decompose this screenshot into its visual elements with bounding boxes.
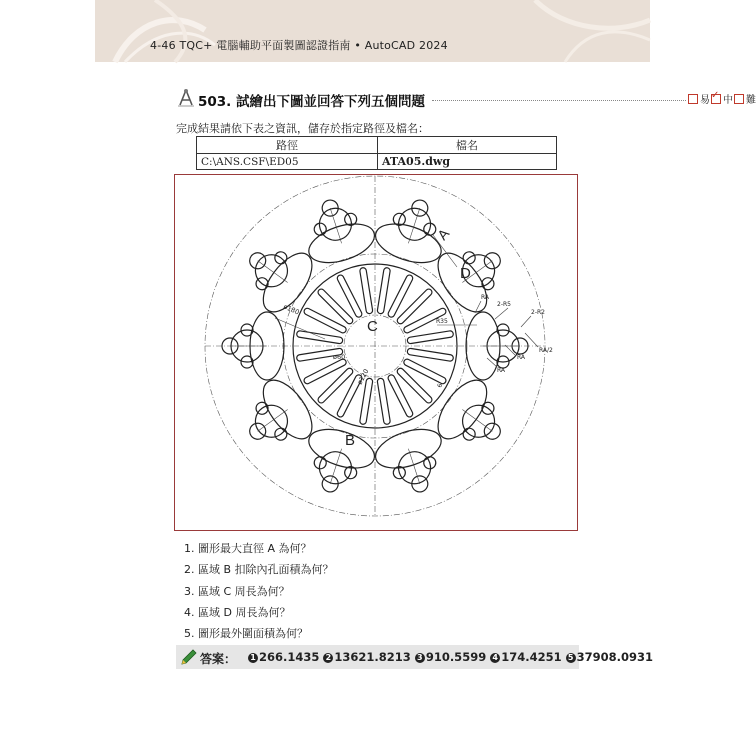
leader-ra-bottom [487, 358, 497, 367]
dim-d120: ø120 [355, 367, 371, 386]
dim-ra-bottom: RA [497, 367, 506, 374]
answer-5-marker: 5 [566, 653, 576, 663]
dim-2r5: 2-R5 [497, 301, 511, 308]
lobe-axis [258, 409, 288, 431]
instruction-text: 完成結果請依下表之資訊，儲存於指定路徑及檔名： [176, 122, 429, 135]
dim-d60: ø60 [333, 353, 346, 361]
question-3: 3. 區域 C 周長為何？ [184, 584, 290, 598]
difficulty-medium-checkbox [711, 94, 721, 104]
question-list [184, 538, 334, 644]
label-c: C [367, 318, 378, 335]
radial-slot [297, 331, 343, 344]
radial-slot [407, 331, 453, 344]
leader-2r2 [521, 316, 531, 327]
answer-pen-icon [179, 647, 199, 667]
path-header: 路徑 [197, 137, 378, 154]
cad-drawing-frame [174, 174, 578, 531]
answer-2-marker: 2 [323, 653, 333, 663]
dim-ra-half: RA/2 [539, 347, 553, 354]
radial-slot [377, 268, 390, 314]
radial-slot [304, 308, 346, 333]
dim-six: 6 [436, 382, 445, 389]
radial-slot [397, 289, 432, 324]
question-5: 5. 圖形最外圍面積為何？ [184, 627, 308, 641]
label-b: B [345, 432, 356, 449]
question-4: 4. 區域 D 周長為何？ [184, 605, 291, 619]
radial-slot [360, 268, 373, 314]
lobe-axis [258, 261, 288, 283]
answer-5: 37908.0931 [576, 650, 654, 664]
radial-slot [318, 289, 353, 324]
difficulty-selector [688, 91, 756, 106]
answer-3: 910.5599 [425, 650, 487, 664]
radial-slot [318, 368, 353, 403]
difficulty-hard-checkbox [734, 94, 744, 104]
lobe-axis [462, 409, 492, 431]
answer-2: 13621.8213 [334, 650, 411, 664]
radial-slot [377, 378, 390, 424]
radial-slot [388, 375, 413, 417]
dim-r35: R35 [436, 318, 448, 325]
dim-ra-right: RA [517, 354, 526, 361]
radial-slot [304, 359, 346, 384]
answer-bar [176, 645, 654, 669]
cad-drawing [175, 175, 579, 532]
difficulty-easy-label: 易 [700, 95, 710, 106]
question-heading [176, 88, 756, 110]
answer-4-marker: 4 [490, 653, 500, 663]
question-2: 2. 區域 B 扣除內孔面積為何？ [184, 563, 334, 577]
label-a: A [434, 225, 453, 243]
answer-label: 答案： [200, 652, 237, 666]
difficulty-hard-label: 難 [746, 95, 756, 106]
answer-1: 266.1435 [259, 650, 320, 664]
filename-header: 檔名 [378, 137, 557, 154]
leader-ra-half [525, 333, 538, 347]
drafting-compass-icon [176, 88, 196, 108]
radial-slot [404, 359, 446, 384]
radial-slot [397, 368, 432, 403]
answer-values [248, 650, 653, 664]
dim-ra-top: RA [481, 294, 490, 301]
radial-slot [337, 275, 362, 317]
question-title: 503. 試繪出下圖並回答下列五個問題 [198, 94, 426, 110]
path-value: C:\ANS.CSF\ED05 [197, 154, 378, 170]
filename-value: ATA05.dwg [378, 154, 557, 170]
dim-2r2: 2-R2 [531, 309, 545, 316]
dim-d180: ø180 [282, 302, 301, 317]
question-1: 1. 圖形最大直徑 A 為何？ [184, 542, 312, 555]
leader-2r5 [495, 308, 508, 319]
label-d: D [460, 265, 471, 282]
radial-slot [388, 275, 413, 317]
answer-4: 174.4251 [501, 650, 562, 664]
page-header [95, 0, 650, 62]
drawing-geometry [205, 176, 545, 516]
leader-dots [432, 100, 686, 101]
save-info-table [196, 136, 557, 170]
page-title: 4-46 TQC+ 電腦輔助平面製圖認證指南 • AutoCAD 2024 [150, 39, 448, 52]
answer-3-marker: 3 [415, 653, 425, 663]
answer-1-marker: 1 [248, 653, 258, 663]
radial-slot [407, 348, 453, 361]
difficulty-easy-checkbox [688, 94, 698, 104]
difficulty-medium-label: 中 [723, 95, 733, 106]
leader-d180 [275, 318, 325, 339]
